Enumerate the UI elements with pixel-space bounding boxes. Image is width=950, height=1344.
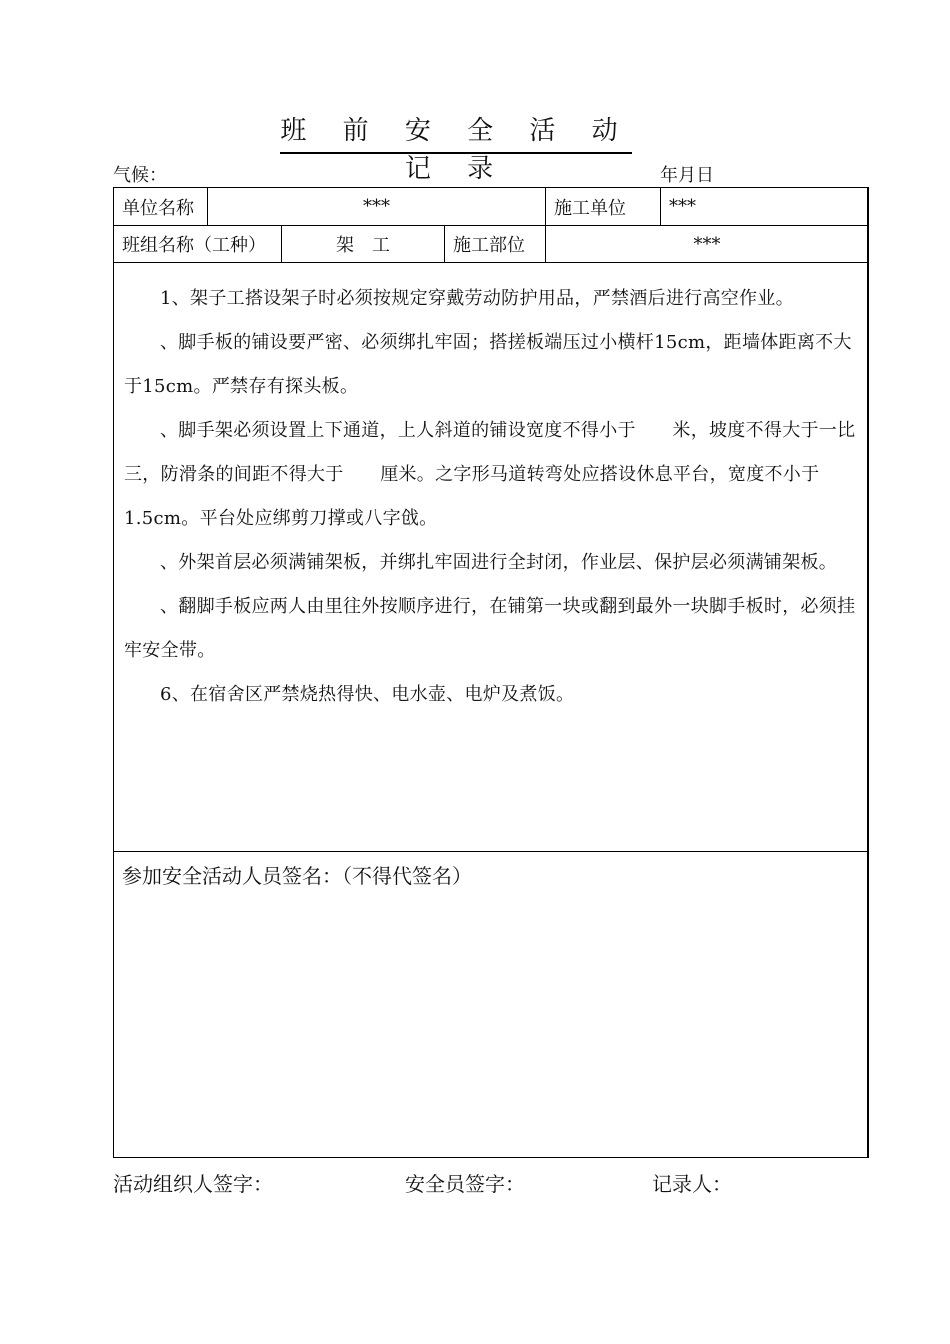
content-item: 1、架子工搭设架子时必须按规定穿戴劳动防护用品，严禁酒后进行高空作业。 (160, 288, 794, 309)
content-item: 、脚手架必须设置上下通道，上人斜道的铺设宽度不得小于 米，坡度不得大于一比三，防滑条的间距不得大于 厘米。之字形马道转弯处应搭设休息平台，宽度不小于1.5cm。平台处应绑剪刀撑或八字戗。 (124, 420, 856, 529)
unit-name-label: 单位名称 (114, 188, 208, 225)
unit-name-value: *** (208, 188, 546, 225)
construction-unit-label: 施工单位 (546, 188, 661, 225)
signature-label: 参加安全活动人员签名：（不得代签名） (122, 864, 472, 888)
content-item: 、脚手板的铺设要严密、必须绑扎牢固；搭搓板端压过小横杆15cm，距墙体距离不大于15cm。严禁存有探头板。 (124, 332, 852, 397)
safety-content (114, 263, 867, 852)
construction-unit-value: *** (669, 196, 696, 217)
info-row-team (114, 226, 867, 263)
date-label: 年月日 (660, 165, 714, 186)
content-item: 、翻脚手板应两人由里往外按顺序进行，在铺第一块或翻到最外一块脚手板时，必须挂牢安全带。 (124, 596, 856, 661)
record-sheet (113, 187, 869, 1158)
content-item: 6、在宿舍区严禁烧热得快、电水壶、电炉及煮饭。 (160, 684, 575, 705)
location-value: *** (693, 233, 721, 255)
page-title: 班 前 安 全 活 动 记 录 (280, 112, 632, 154)
location-label: 施工部位 (445, 226, 546, 262)
info-row-unit (114, 188, 867, 226)
team-value: 架 工 (282, 226, 445, 262)
recorder-label: 记录人： (652, 1172, 732, 1196)
team-label: 班组名称（工种） (114, 226, 282, 262)
safety-officer-signature-label: 安全员签字： (405, 1172, 525, 1196)
weather-label: 气候： (113, 165, 167, 186)
organizer-signature-label: 活动组织人签字： (113, 1172, 273, 1196)
content-item: 、外架首层必须满铺架板，并绑扎牢固进行全封闭，作业层、保护层必须满铺架板。 (160, 552, 838, 573)
